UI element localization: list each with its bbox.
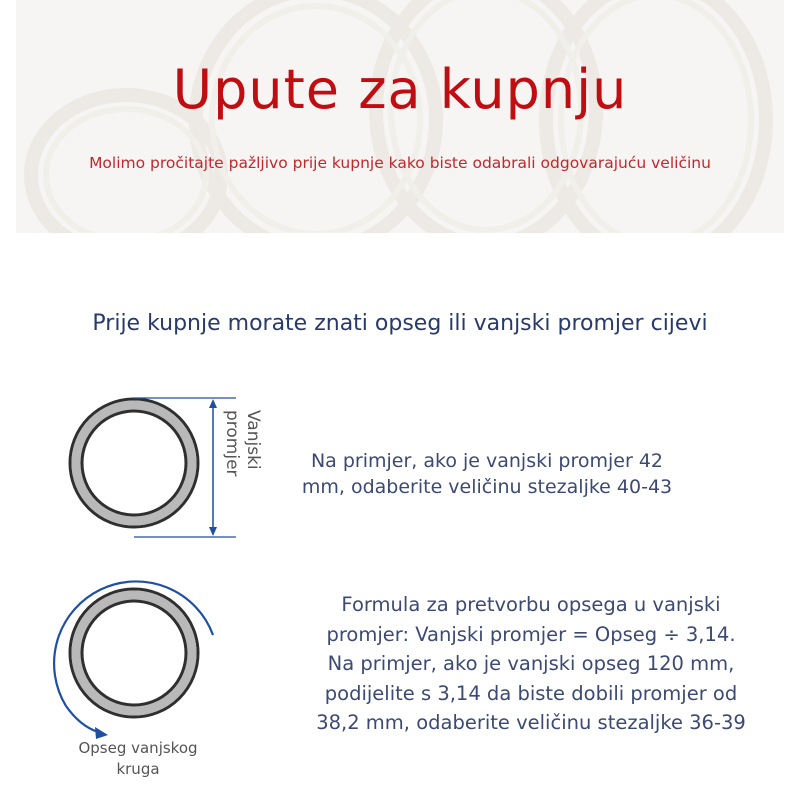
formula-line2: promjer: Vanjski promjer = Opseg ÷ 3,14. — [326, 622, 736, 646]
diameter-example-text — [272, 448, 702, 500]
section-heading: Prije kupnje morate znati opseg ili vanjski promjer cijevi — [92, 311, 708, 336]
formula-line4: podijelite s 3,14 da biste dobili promjer od — [324, 681, 738, 705]
circumference-label-line2: kruga — [116, 760, 160, 778]
circumference-arc-tail — [66, 706, 98, 732]
formula-line3: Na primjer, ako je vanjski opseg 120 mm, — [327, 652, 735, 675]
circumference-label — [58, 738, 218, 780]
formula-text — [272, 590, 790, 738]
pipe-inner-ring — [82, 601, 186, 705]
diameter-example-line2: mm, odaberite veličinu stezaljke 40-43 — [301, 476, 673, 498]
diameter-example-line1: Na primjer, ako je vanjski promjer 42 — [310, 450, 664, 472]
diameter-label-line1: Vanjski — [243, 410, 263, 470]
page-subtitle: Molimo pročitajte pažljivo prije kupnje kako biste odabrali odgovarajuću veličinu — [89, 154, 711, 172]
diameter-label-line2: promjer — [222, 410, 242, 477]
formula-line5: 38,2 mm, odaberite veličinu stezaljke 36-39 — [316, 711, 746, 734]
diameter-label — [210, 410, 270, 530]
formula-line1: Formula za pretvorbu opsega u vanjski — [341, 593, 721, 616]
circumference-label-line1: Opseg vanjskog — [78, 739, 198, 757]
pipe-inner-ring — [82, 411, 186, 515]
circumference-diagram — [40, 560, 230, 740]
arrow-up-icon — [209, 399, 217, 408]
page-title: Upute za kupnju — [172, 58, 628, 121]
header-banner — [16, 0, 784, 233]
